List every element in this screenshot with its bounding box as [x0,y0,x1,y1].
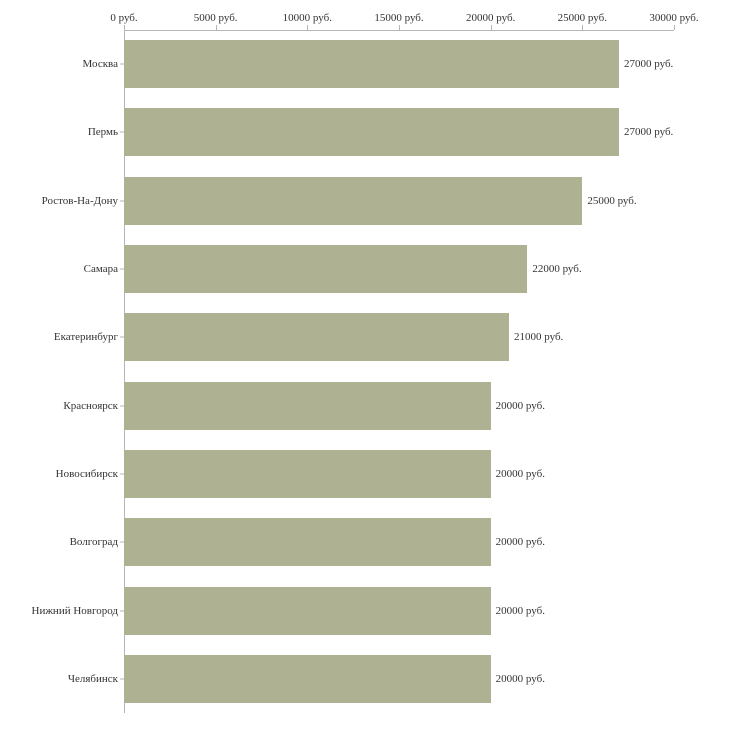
bar-value-label: 20000 руб. [495,672,545,685]
bar[interactable] [124,108,619,156]
category-label: Пермь [87,126,118,139]
x-tick-label: 5000 руб. [193,12,238,24]
bar-value-label: 27000 руб. [624,126,674,139]
category-label: Красноярск [63,399,118,412]
category-label: Нижний Новгород [31,604,118,617]
category-label: Москва [82,58,118,71]
bar-value-label: 25000 руб. [587,194,637,207]
category-label: Самара [83,263,118,276]
bar-value-label: 21000 руб. [514,331,564,344]
bar[interactable] [124,587,491,635]
bar-row [55,440,674,508]
category-label: Ростов-На-Дону [41,194,118,207]
x-tick-label: 15000 руб. [374,12,424,24]
x-tick-label: 10000 руб. [282,12,332,24]
bar[interactable] [124,313,509,361]
bar[interactable] [124,518,491,566]
bar[interactable] [124,177,582,225]
x-tick-mark [674,25,675,30]
bar-value-label: 20000 руб. [495,467,545,480]
bar-value-label: 20000 руб. [495,536,545,549]
bar-row [67,645,674,713]
bar[interactable] [124,450,491,498]
bar-value-label: 27000 руб. [624,58,674,71]
x-tick-label: 0 руб. [110,12,138,24]
x-tick-label: 30000 руб. [649,12,699,24]
bar-row [69,508,674,576]
x-tick-label: 25000 руб. [557,12,607,24]
bar-row [83,235,674,303]
category-label: Челябинск [67,672,118,685]
x-tick-label: 20000 руб. [466,12,516,24]
category-label: Екатеринбург [53,331,118,344]
bar[interactable] [124,382,491,430]
bar-value-label: 20000 руб. [495,604,545,617]
bar-row [41,167,674,235]
bar[interactable] [124,245,527,293]
bar[interactable] [124,655,491,703]
bar-row [53,303,674,371]
bar-row [31,576,674,644]
bar-row [82,30,674,98]
bar[interactable] [124,40,619,88]
bar-row [87,98,674,166]
bar-value-label: 20000 руб. [495,399,545,412]
bar-row [63,372,674,440]
category-label: Волгоград [69,536,118,549]
category-label: Новосибирск [55,467,118,480]
bar-value-label: 22000 руб. [532,263,582,276]
